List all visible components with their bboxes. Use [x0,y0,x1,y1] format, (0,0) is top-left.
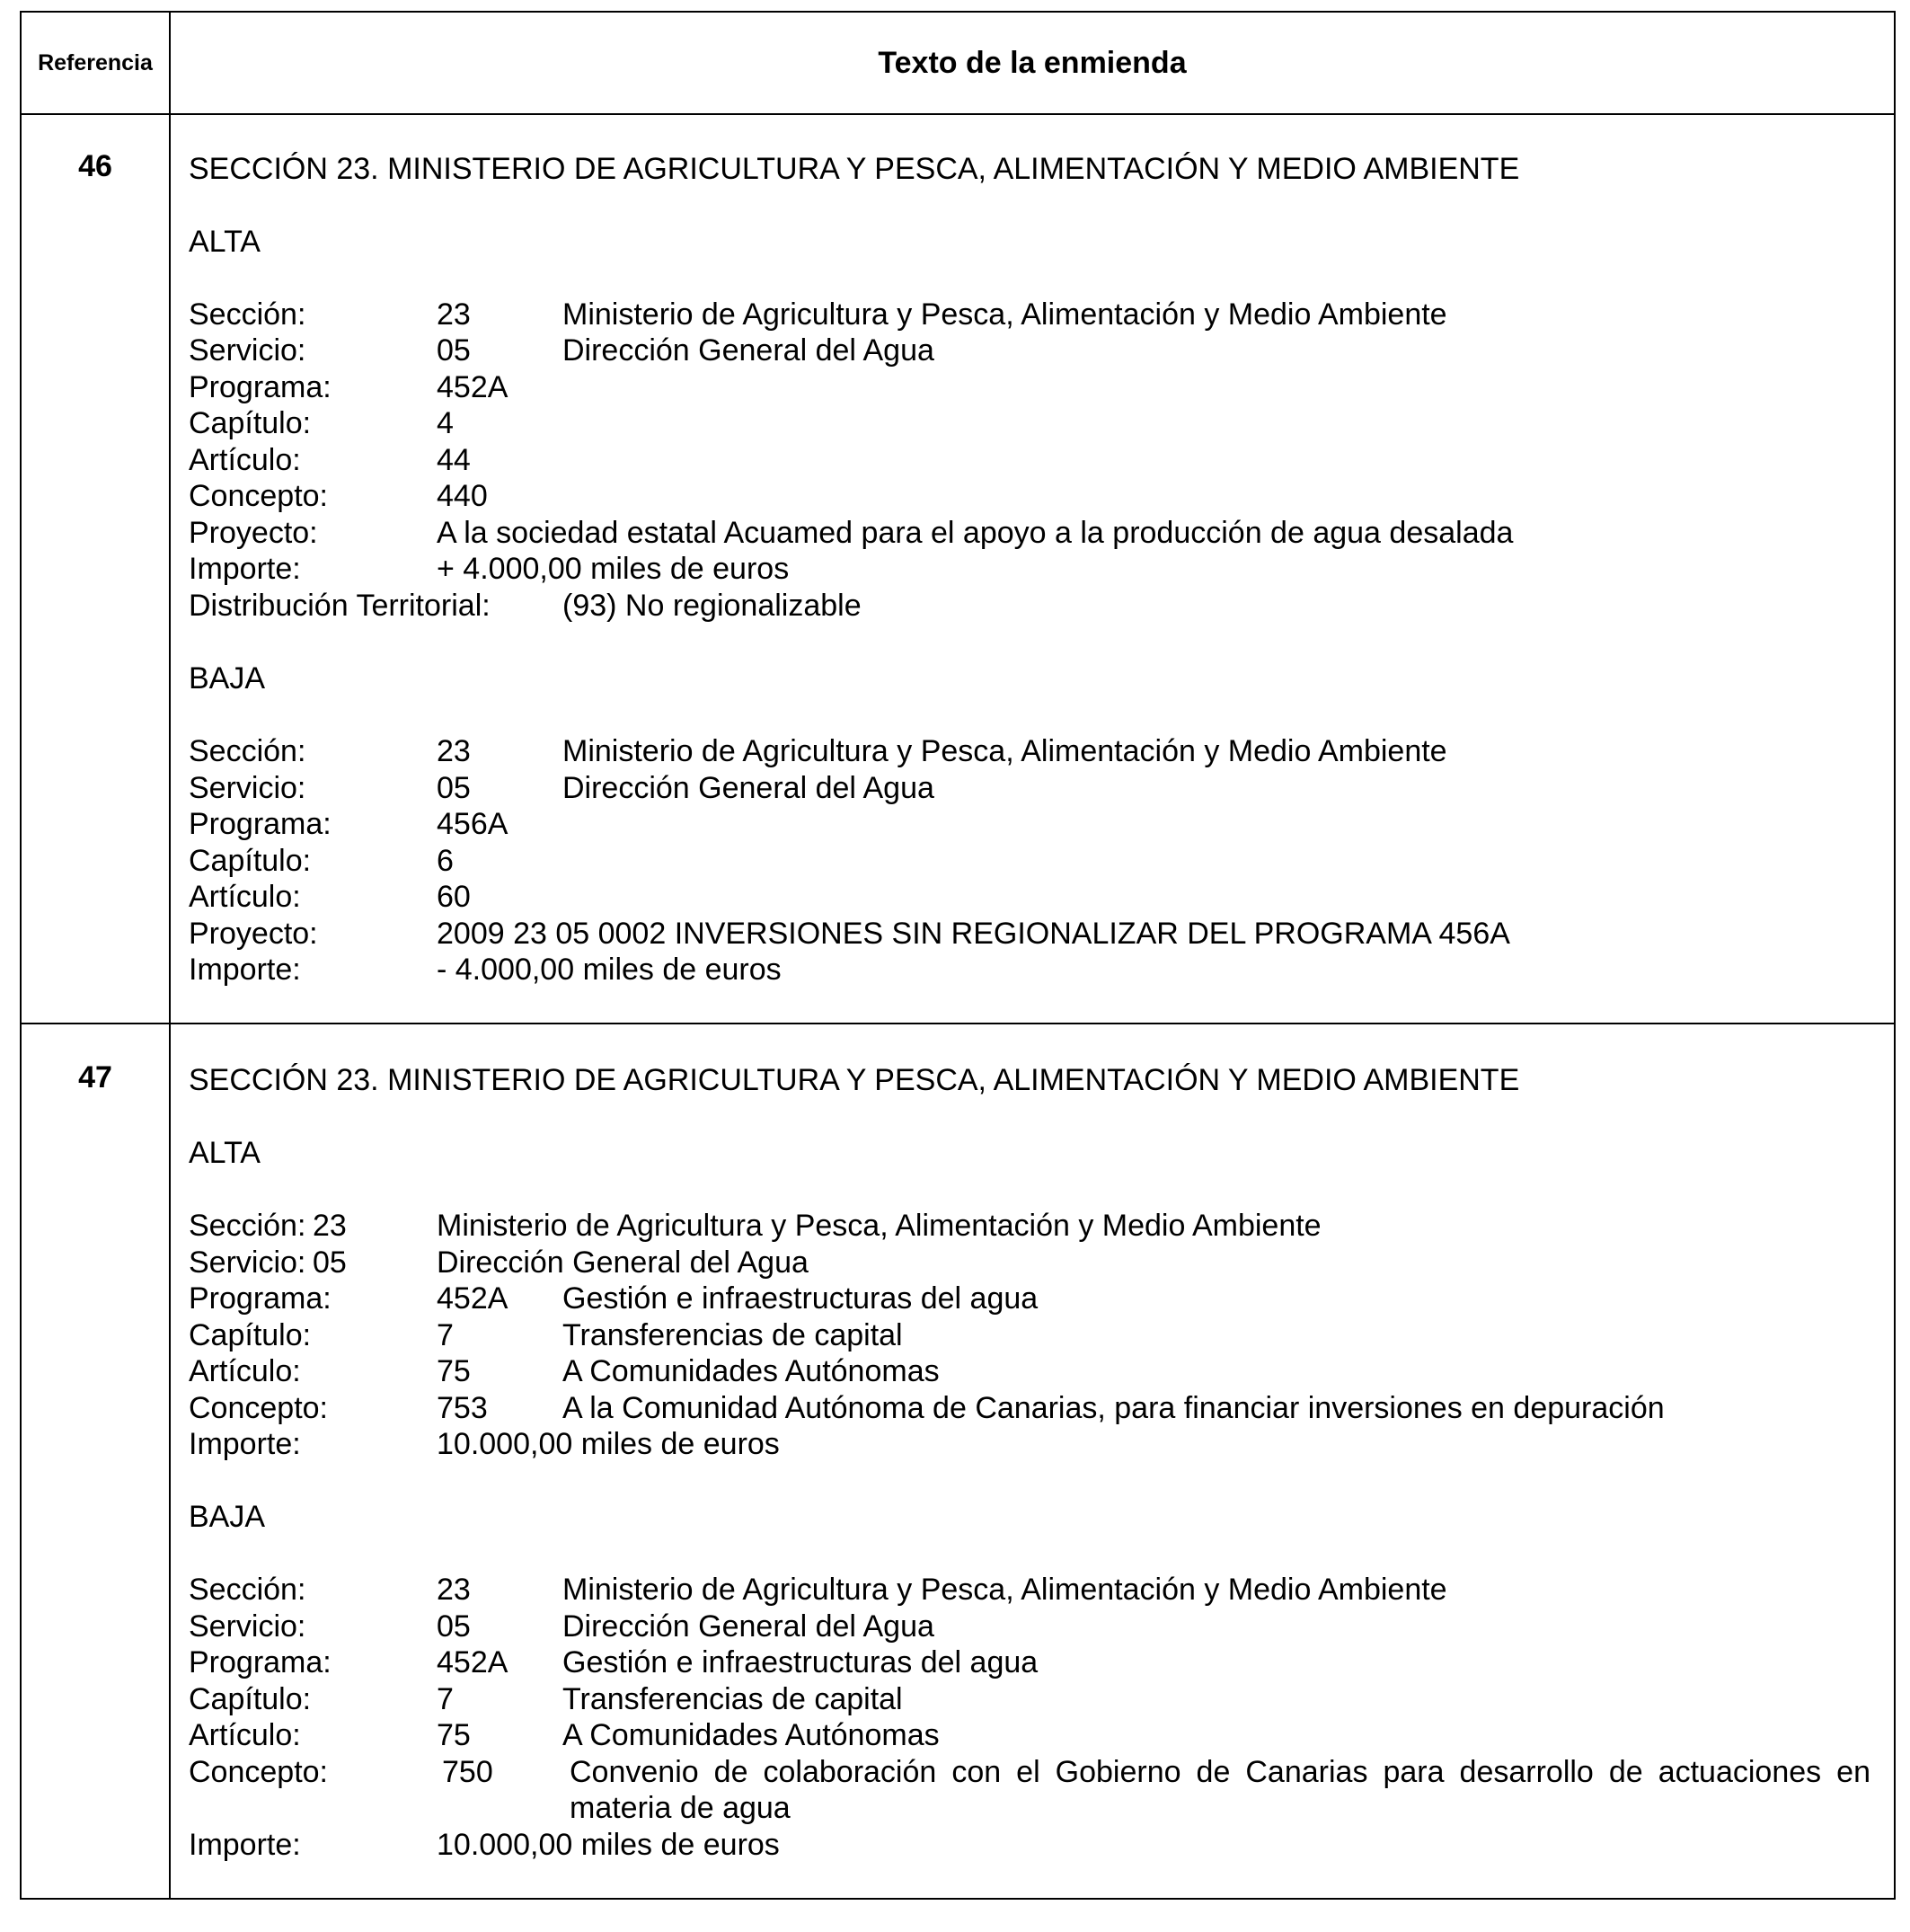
field-code: 6 [437,844,454,878]
field-code: 44 [437,443,471,477]
field-label: Importe: [189,953,301,987]
field-label: Concepto: [189,1391,328,1425]
field-label: Sección: [189,1573,306,1607]
baja-label: BAJA [189,1500,266,1534]
field-code: 05 [437,1609,471,1644]
field-code: 440 [437,479,488,513]
row-ref: 47 [78,1060,112,1095]
section-title: SECCIÓN 23. MINISTERIO DE AGRICULTURA Y PESCA, ALIMENTACIÓN Y MEDIO AMBIENTE [189,152,1520,186]
field-label: Concepto: [189,1755,328,1789]
field-label: Capítulo: [189,406,312,440]
alta-label: ALTA [189,1136,261,1170]
field-desc: Ministerio de Agricultura y Pesca, Alimentación y Medio Ambiente [562,734,1447,768]
field-code: 750 [442,1755,493,1789]
field-code: 23 [437,1573,471,1607]
field-value: A la sociedad estatal Acuamed para el apoyo a la producción de agua desalada [437,516,1514,550]
column-divider [169,13,171,1898]
field-desc: Transferencias de capital [562,1318,903,1352]
field-code: 23 [313,1209,347,1243]
field-desc: A Comunidades Autónomas [562,1354,940,1388]
field-desc: Gestión e infraestructuras del agua [562,1645,1039,1679]
header-referencia: Referencia [38,49,153,75]
field-desc: Dirección General del Agua [437,1245,809,1280]
field-desc-continued: materia de agua [570,1791,791,1825]
field-label: Importe: [189,552,301,586]
field-label: Servicio: [189,1609,306,1644]
field-code: 7 [437,1318,454,1352]
field-label: Programa: [189,1281,332,1316]
header-divider [22,113,1894,115]
field-code: 05 [437,771,471,805]
field-label: Artículo: [189,1718,301,1752]
field-label: Sección: [189,734,306,768]
field-desc: Ministerio de Agricultura y Pesca, Alimentación y Medio Ambiente [562,1573,1447,1607]
field-desc: Transferencias de capital [562,1682,903,1716]
field-desc: Ministerio de Agricultura y Pesca, Alimentación y Medio Ambiente [437,1209,1322,1243]
baja-label: BAJA [189,661,266,696]
field-label: Distribución Territorial: [189,589,491,623]
field-value: 2009 23 05 0002 INVERSIONES SIN REGIONALIZAR DEL PROGRAMA 456A [437,917,1510,951]
field-code: 4 [437,406,454,440]
field-label: Importe: [189,1828,301,1862]
field-label: Proyecto: [189,516,318,550]
section-title: SECCIÓN 23. MINISTERIO DE AGRICULTURA Y PESCA, ALIMENTACIÓN Y MEDIO AMBIENTE [189,1063,1520,1097]
field-label: Servicio: [189,333,306,368]
row-ref: 46 [78,149,112,183]
field-desc: Ministerio de Agricultura y Pesca, Alimentación y Medio Ambiente [562,297,1447,332]
field-label: Sección: [189,1209,306,1243]
field-label: Artículo: [189,443,301,477]
field-label: Artículo: [189,1354,301,1388]
field-value: 10.000,00 miles de euros [437,1427,780,1461]
field-label: Programa: [189,807,332,841]
field-label: Servicio: [189,1245,306,1280]
header-texto: Texto de la enmienda [878,45,1187,80]
field-code: 452A [437,1281,508,1316]
field-label: Importe: [189,1427,301,1461]
field-code: 23 [437,734,471,768]
field-value: 10.000,00 miles de euros [437,1828,780,1862]
field-desc: Convenio de colaboración con el Gobierno de Canarias para desarrollo de actuaciones en [570,1755,1870,1789]
field-code: 05 [313,1245,347,1280]
field-code: 05 [437,333,471,368]
field-value: + 4.000,00 miles de euros [437,552,790,586]
field-code: 75 [437,1354,471,1388]
field-label: Servicio: [189,771,306,805]
field-code: 75 [437,1718,471,1752]
field-value: (93) No regionalizable [562,589,862,623]
field-label: Programa: [189,1645,332,1679]
field-desc: A la Comunidad Autónoma de Canarias, para financiar inversiones en depuración [562,1391,1665,1425]
field-label: Capítulo: [189,1318,312,1352]
field-label: Artículo: [189,880,301,914]
field-desc: Gestión e infraestructuras del agua [562,1281,1039,1316]
field-value: - 4.000,00 miles de euros [437,953,782,987]
field-label: Proyecto: [189,917,318,951]
field-label: Capítulo: [189,1682,312,1716]
field-label: Programa: [189,370,332,404]
field-code: 456A [437,807,508,841]
amendment-table [20,11,1896,1900]
field-label: Sección: [189,297,306,332]
alta-label: ALTA [189,225,261,259]
field-code: 23 [437,297,471,332]
field-code: 7 [437,1682,454,1716]
field-label: Concepto: [189,479,328,513]
field-desc: Dirección General del Agua [562,771,934,805]
field-desc: A Comunidades Autónomas [562,1718,940,1752]
field-desc: Dirección General del Agua [562,1609,934,1644]
field-label: Capítulo: [189,844,312,878]
row-divider [22,1023,1894,1024]
field-code: 452A [437,1645,508,1679]
field-code: 60 [437,880,471,914]
field-code: 753 [437,1391,488,1425]
field-code: 452A [437,370,508,404]
field-desc: Dirección General del Agua [562,333,934,368]
